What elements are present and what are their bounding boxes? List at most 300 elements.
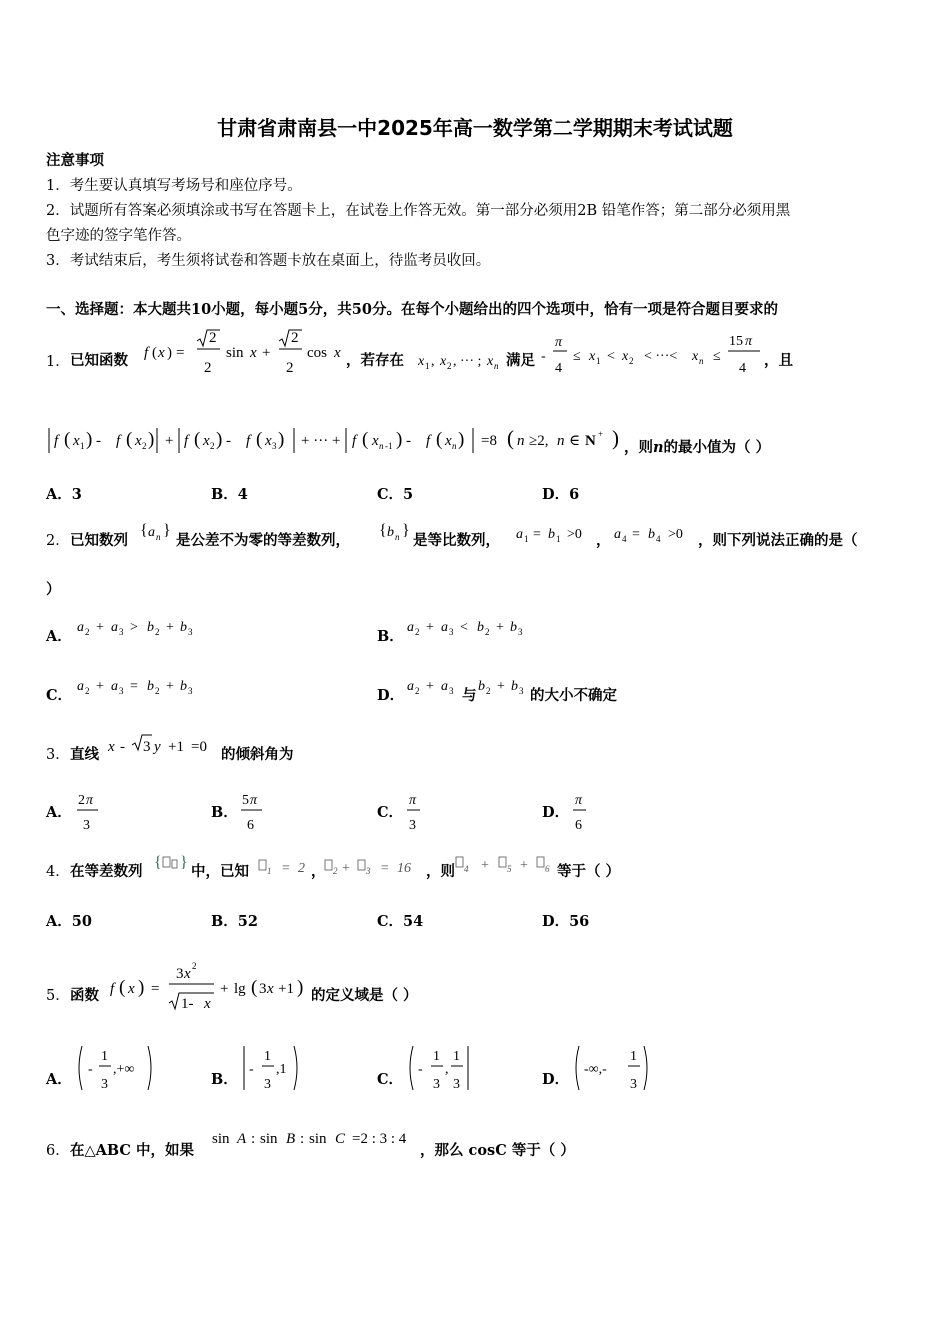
svg-text:2: 2 <box>204 360 212 376</box>
svg-text:n: n <box>494 361 499 371</box>
q2-option-c-formula <box>77 679 193 696</box>
svg-text:x: x <box>487 354 494 369</box>
svg-text:+: + <box>598 429 604 439</box>
svg-text:=: = <box>632 527 640 542</box>
svg-text:a: a <box>516 527 523 542</box>
svg-text:<: < <box>607 349 615 364</box>
q6-text-2: ，那么 cosC 等于（ ） <box>420 1142 575 1159</box>
svg-text:1: 1 <box>425 361 430 371</box>
q3-option-a[interactable]: A． <box>46 804 72 821</box>
svg-text:): ) <box>216 429 223 450</box>
q3-number: 3． <box>46 747 70 763</box>
svg-text:x: x <box>692 349 699 364</box>
svg-text:π: π <box>555 335 563 350</box>
q1-range-condition <box>541 334 760 376</box>
q1-text-2: ，若存在 <box>346 352 404 369</box>
q3-option-b-formula <box>241 793 262 833</box>
svg-text:2: 2 <box>155 627 160 637</box>
q5-option-d[interactable]: D． <box>542 1071 570 1088</box>
svg-text:x: x <box>128 981 135 997</box>
q1-variable-n: n <box>653 439 664 456</box>
q2-text-2: 是公差不为零的等差数列， <box>176 532 350 549</box>
svg-text:(: ( <box>152 345 157 361</box>
svg-text:b: b <box>147 620 154 635</box>
svg-text:3: 3 <box>453 1077 460 1092</box>
svg-text:x: x <box>267 981 274 997</box>
q1-text-5-part: ，则 <box>624 439 653 456</box>
svg-text:,1: ,1 <box>276 1062 287 1077</box>
svg-text:{: { <box>379 522 387 539</box>
svg-text:≥2,: ≥2, <box>529 433 549 449</box>
svg-text:a: a <box>77 679 84 694</box>
q5-number: 5． <box>46 988 70 1004</box>
svg-text:x: x <box>203 433 210 449</box>
svg-text:2: 2 <box>415 627 420 637</box>
svg-text:a: a <box>441 679 448 694</box>
svg-text:): ) <box>278 429 285 450</box>
svg-text:π: π <box>745 334 753 349</box>
svg-text:(: ( <box>126 429 133 450</box>
svg-text:+: + <box>520 858 528 873</box>
svg-text:1: 1 <box>433 1049 440 1064</box>
svg-text:2: 2 <box>486 686 491 696</box>
svg-text:1: 1 <box>80 441 85 451</box>
svg-text:cos: cos <box>307 345 327 361</box>
svg-text:f: f <box>110 981 115 997</box>
svg-text:a: a <box>614 527 621 542</box>
svg-text:b: b <box>511 679 518 694</box>
section-heading: 一、选择题：本大题共10小题，每小题5分，共50分。在每个小题给出的四个选项中，恰有一项是符合题目要求的 <box>46 301 778 318</box>
svg-text:x: x <box>445 433 452 449</box>
svg-text:a: a <box>148 525 155 540</box>
q4-condition-2 <box>325 860 411 876</box>
q5-option-a-formula <box>79 1046 151 1092</box>
svg-text:3: 3 <box>630 1077 637 1092</box>
svg-text:-: - <box>88 1062 93 1077</box>
q1-option-c[interactable]: C．5 <box>377 486 414 503</box>
q2-option-b[interactable]: B． <box>377 628 404 645</box>
svg-text:3: 3 <box>272 441 277 451</box>
q2-sequence-bn <box>379 522 410 542</box>
svg-text:): ) <box>612 426 619 450</box>
svg-text:<: < <box>460 620 468 635</box>
svg-text:}: } <box>180 854 188 871</box>
svg-text:3: 3 <box>119 686 124 696</box>
q5-option-c-formula <box>410 1046 468 1092</box>
svg-text:5: 5 <box>507 864 512 874</box>
svg-text:b: b <box>147 679 154 694</box>
svg-text:x: x <box>622 349 629 364</box>
svg-text:+: + <box>262 345 271 361</box>
svg-text:+: + <box>496 620 504 635</box>
svg-text:-: - <box>120 739 125 755</box>
q5-option-c[interactable]: C． <box>377 1071 404 1088</box>
q1-text-1: 已知函数 <box>70 352 128 369</box>
svg-text:1: 1 <box>264 1049 271 1064</box>
q5-option-a[interactable]: A． <box>46 1071 72 1088</box>
svg-text:3: 3 <box>101 1077 108 1092</box>
svg-text:a: a <box>407 679 414 694</box>
svg-text:a: a <box>111 679 118 694</box>
q5-option-b[interactable]: B． <box>211 1071 238 1088</box>
svg-text:+1: +1 <box>168 739 184 755</box>
svg-text:=: = <box>176 345 185 361</box>
svg-text:=: = <box>281 861 291 876</box>
q2-text-3: 是等比数列， <box>413 532 500 549</box>
svg-text:x: x <box>589 349 596 364</box>
svg-text:3: 3 <box>366 866 371 876</box>
q3-option-d[interactable]: D． <box>542 804 570 821</box>
q4-text-5: 等于（ ） <box>557 863 621 880</box>
svg-text:>: > <box>130 620 138 635</box>
svg-text:a: a <box>441 620 448 635</box>
svg-text:2: 2 <box>485 627 490 637</box>
q3-option-b[interactable]: B． <box>211 804 238 821</box>
q4-number: 4． <box>46 864 70 880</box>
svg-text:1: 1 <box>596 356 601 366</box>
svg-text:+: + <box>96 679 104 694</box>
svg-text:6: 6 <box>247 818 254 833</box>
svg-text:>0: >0 <box>567 527 582 542</box>
q5-text-1: 函数 <box>70 987 99 1004</box>
q2-text-4: ， <box>596 532 611 549</box>
q1-text-6: 的最小值为（ ） <box>663 439 771 456</box>
svg-text:+: + <box>426 620 434 635</box>
svg-text:a: a <box>111 620 118 635</box>
svg-text:-1: -1 <box>385 441 393 451</box>
svg-text:x: x <box>334 345 341 361</box>
svg-text:π: π <box>86 793 94 808</box>
svg-text:x: x <box>418 354 425 369</box>
q6-number: 6． <box>46 1143 70 1159</box>
svg-text:-: - <box>406 433 411 449</box>
svg-text:2: 2 <box>333 866 338 876</box>
svg-text:b: b <box>387 525 394 540</box>
svg-text:=: = <box>533 527 541 542</box>
svg-text:2: 2 <box>447 361 452 371</box>
svg-text:=: = <box>151 981 160 997</box>
svg-text:-: - <box>418 1062 423 1077</box>
svg-text:, ··· ;: , ··· ; <box>453 354 482 369</box>
svg-text:f: f <box>54 433 59 449</box>
svg-text:sin: sin <box>260 1131 278 1147</box>
svg-text:): ) <box>148 429 155 450</box>
svg-text:+: + <box>342 861 350 876</box>
svg-text:x: x <box>372 433 379 449</box>
svg-text:-: - <box>96 433 101 449</box>
svg-text:6: 6 <box>575 818 582 833</box>
svg-text:16: 16 <box>397 861 411 876</box>
svg-text:=0: =0 <box>191 739 207 755</box>
q1-variables-x1-xn <box>417 354 499 371</box>
svg-text:+: + <box>220 981 229 997</box>
svg-text:n: n <box>379 441 384 451</box>
q3-text-1: 直线 <box>70 746 99 763</box>
svg-text:{: { <box>140 522 148 539</box>
svg-text:b: b <box>478 679 485 694</box>
svg-text:x: x <box>250 345 257 361</box>
q3-line-equation <box>107 735 207 755</box>
svg-text:b: b <box>180 679 187 694</box>
svg-text:x: x <box>440 354 447 369</box>
svg-text:x: x <box>73 433 80 449</box>
notice-item-3: 3．考试结束后，考生须将试卷和答题卡放在桌面上，待监考员收回。 <box>46 253 491 269</box>
svg-text:3: 3 <box>143 739 151 755</box>
svg-text:N: N <box>585 433 596 449</box>
svg-text:1: 1 <box>453 1049 460 1064</box>
svg-text:=8: =8 <box>481 433 497 449</box>
svg-text:sin: sin <box>226 345 244 361</box>
svg-text:f: f <box>352 433 357 449</box>
svg-text:< ···<: < ···< <box>644 349 678 364</box>
svg-text:n: n <box>517 433 525 449</box>
svg-text:+: + <box>497 679 505 694</box>
svg-text:π: π <box>409 793 417 808</box>
svg-text:x: x <box>158 345 165 361</box>
svg-text:x: x <box>204 996 211 1012</box>
svg-text:sin: sin <box>212 1131 230 1147</box>
svg-text:4: 4 <box>656 534 661 544</box>
svg-text:-: - <box>249 1062 254 1077</box>
svg-text:3: 3 <box>449 686 454 696</box>
svg-text:1: 1 <box>630 1049 637 1064</box>
q1-option-b[interactable]: B．4 <box>211 486 248 503</box>
q2-option-d-text-2: 的大小不确定 <box>530 687 617 704</box>
svg-text:6: 6 <box>545 864 550 874</box>
svg-text:sin: sin <box>309 1131 327 1147</box>
svg-text:(: ( <box>251 977 258 998</box>
svg-text:2: 2 <box>155 686 160 696</box>
svg-text:(: ( <box>436 429 443 450</box>
svg-text:+1: +1 <box>278 981 294 997</box>
svg-text:2: 2 <box>298 861 305 876</box>
svg-text:3: 3 <box>259 981 267 997</box>
svg-text::: : <box>300 1131 305 1147</box>
svg-text:(: ( <box>119 977 126 998</box>
q5-text-2: 的定义域是（ ） <box>311 987 418 1004</box>
q2-option-d[interactable]: D． <box>377 687 405 704</box>
q4-option-d[interactable]: D．56 <box>542 913 590 930</box>
svg-text:2: 2 <box>78 793 85 808</box>
svg-text:n: n <box>395 532 400 542</box>
svg-text:): ) <box>458 429 465 450</box>
svg-text:): ) <box>396 429 403 450</box>
svg-text:f: f <box>184 433 189 449</box>
q5-function-formula <box>110 961 303 1012</box>
svg-text:,: , <box>445 1062 449 1077</box>
svg-text:3: 3 <box>409 818 416 833</box>
svg-text:x: x <box>265 433 272 449</box>
svg-text:,+∞: ,+∞ <box>113 1062 135 1077</box>
q4-condition-1 <box>259 860 305 876</box>
q3-option-c[interactable]: C． <box>377 804 404 821</box>
svg-text:∈: ∈ <box>569 433 581 449</box>
svg-text:+: + <box>96 620 104 635</box>
svg-text:2: 2 <box>85 627 90 637</box>
svg-text:n: n <box>156 532 161 542</box>
svg-text:(: ( <box>507 426 514 450</box>
svg-text:3: 3 <box>519 686 524 696</box>
svg-text:(: ( <box>64 429 71 450</box>
svg-text:C: C <box>335 1131 346 1147</box>
svg-text:f: f <box>144 345 149 361</box>
q2-option-b-formula <box>407 620 523 637</box>
svg-text:f: f <box>246 433 251 449</box>
svg-text:-: - <box>226 433 231 449</box>
svg-text:3: 3 <box>449 627 454 637</box>
q1-function-formula <box>144 330 341 376</box>
q3-option-c-formula <box>407 793 420 833</box>
q2-option-d-text-1: 与 <box>462 687 477 704</box>
svg-text:2: 2 <box>415 686 420 696</box>
svg-text:f: f <box>426 433 431 449</box>
notice-item-2: 2．试题所有答案必须填涂或书写在答题卡上，在试卷上作答无效。第一部分必须用2B 铅笔作答；第二部分必须用黑 <box>46 203 791 219</box>
q1-sum-formula <box>49 426 619 453</box>
q4-option-b[interactable]: B．52 <box>211 913 258 930</box>
svg-text:+: + <box>166 620 174 635</box>
svg-text:-: - <box>541 349 546 364</box>
svg-text:1-: 1- <box>181 996 194 1012</box>
svg-text:2: 2 <box>85 686 90 696</box>
svg-text:b: b <box>548 527 555 542</box>
q4-target-expression <box>456 857 550 874</box>
q2-text-5: ，则下列说法正确的是（ <box>698 532 858 549</box>
svg-text:4: 4 <box>739 361 746 376</box>
q2-text-1: 已知数列 <box>70 532 128 549</box>
svg-text:): ) <box>167 345 172 361</box>
q5-option-b-formula <box>244 1046 297 1092</box>
svg-text:3: 3 <box>264 1077 271 1092</box>
svg-text:3: 3 <box>176 966 184 982</box>
svg-text:b: b <box>180 620 187 635</box>
q5-option-d-formula <box>576 1046 647 1092</box>
notice-item-1: 1．考生要认真填写考场号和座位序号。 <box>46 178 302 194</box>
svg-text:2: 2 <box>210 441 215 451</box>
q4-option-a[interactable]: A．50 <box>46 913 92 930</box>
svg-text:2: 2 <box>286 360 294 376</box>
svg-text:1: 1 <box>524 534 529 544</box>
q2-condition-1 <box>516 527 582 544</box>
svg-text:(: ( <box>256 429 263 450</box>
svg-text:a: a <box>77 620 84 635</box>
svg-text:A: A <box>237 1131 247 1147</box>
svg-text:+: + <box>426 679 434 694</box>
svg-text:3: 3 <box>188 627 193 637</box>
svg-text:3: 3 <box>518 627 523 637</box>
svg-text:=: = <box>130 679 138 694</box>
svg-text:1: 1 <box>267 866 272 876</box>
svg-text:5: 5 <box>242 793 249 808</box>
svg-text:b: b <box>510 620 517 635</box>
svg-text::: : <box>251 1131 256 1147</box>
svg-text:3: 3 <box>83 818 90 833</box>
svg-text:2: 2 <box>142 441 147 451</box>
svg-text:15: 15 <box>729 334 743 349</box>
svg-text:3: 3 <box>433 1077 440 1092</box>
svg-text:(: ( <box>362 429 369 450</box>
page-title: 甘肃省肃南县一中2025年高一数学第二学期期末考试试题 <box>217 116 733 140</box>
q1-text-3: 满足 <box>506 352 535 369</box>
svg-text:): ) <box>86 429 93 450</box>
q2-sequence-an <box>140 522 171 542</box>
svg-text:+ ··· +: + ··· + <box>301 433 341 449</box>
svg-text:≤: ≤ <box>573 349 581 364</box>
q2-option-c[interactable]: C． <box>46 687 73 704</box>
svg-text:=: = <box>380 861 390 876</box>
q6-ratio-formula <box>212 1131 407 1147</box>
svg-text:}: } <box>402 522 410 539</box>
svg-text:+: + <box>481 858 489 873</box>
svg-text:n: n <box>452 441 457 451</box>
svg-text:): ) <box>138 977 145 998</box>
q1-text-5 <box>624 438 770 458</box>
svg-text:>0: >0 <box>668 527 683 542</box>
q3-option-d-formula <box>573 793 586 833</box>
svg-text:+: + <box>165 433 174 449</box>
q4-text-2: 中，已知 <box>191 863 249 880</box>
q1-number: 1． <box>46 354 70 370</box>
svg-text:2: 2 <box>192 961 197 971</box>
q1-option-a[interactable]: A．3 <box>46 486 82 503</box>
svg-text:1: 1 <box>101 1049 108 1064</box>
svg-text:n: n <box>699 356 704 366</box>
svg-text:b: b <box>648 527 655 542</box>
q6-text-1: 在△ABC 中，如果 <box>70 1142 195 1159</box>
q2-condition-2 <box>614 527 683 544</box>
svg-text:}: } <box>163 522 171 539</box>
svg-text:{: { <box>154 854 162 871</box>
svg-text:2: 2 <box>291 330 299 346</box>
svg-text:f: f <box>116 433 121 449</box>
svg-text:4: 4 <box>464 864 469 874</box>
svg-text:,: , <box>431 354 435 369</box>
svg-text:=2 : 3 : 4: =2 : 3 : 4 <box>352 1131 407 1147</box>
q3-option-a-formula <box>77 793 98 833</box>
q3-text-2: 的倾斜角为 <box>221 746 294 763</box>
svg-text:π: π <box>250 793 258 808</box>
svg-text:x: x <box>135 433 142 449</box>
svg-text:a: a <box>407 620 414 635</box>
q4-text-1: 在等差数列 <box>70 863 143 880</box>
svg-text:(: ( <box>194 429 201 450</box>
q4-text-3: ， <box>311 863 326 880</box>
svg-text:x: x <box>184 966 191 982</box>
svg-text:≤: ≤ <box>713 349 721 364</box>
notice-heading: 注意事项 <box>46 152 104 169</box>
q4-sequence-an <box>154 854 188 871</box>
svg-text:1: 1 <box>556 534 561 544</box>
svg-text:x: x <box>108 739 115 755</box>
svg-text:2: 2 <box>629 356 634 366</box>
svg-text:4: 4 <box>555 361 562 376</box>
q1-option-d[interactable]: D．6 <box>542 486 580 503</box>
q2-option-a[interactable]: A． <box>46 628 72 645</box>
svg-text:): ) <box>297 977 304 998</box>
svg-text:π: π <box>575 793 583 808</box>
svg-text:B: B <box>286 1131 296 1147</box>
svg-text:-∞,-: -∞,- <box>584 1062 607 1077</box>
svg-text:y: y <box>154 739 161 755</box>
q2-option-a-formula <box>77 620 193 637</box>
q2-text-6: ） <box>46 581 61 598</box>
svg-text:2: 2 <box>209 330 217 346</box>
q4-option-c[interactable]: C．54 <box>377 913 424 930</box>
q2-number: 2． <box>46 533 70 549</box>
svg-text:n: n <box>557 433 565 449</box>
notice-item-2-cont: 色字迹的签字笔作答。 <box>46 228 191 244</box>
svg-text:b: b <box>477 620 484 635</box>
q4-text-4: ，则 <box>426 863 455 880</box>
